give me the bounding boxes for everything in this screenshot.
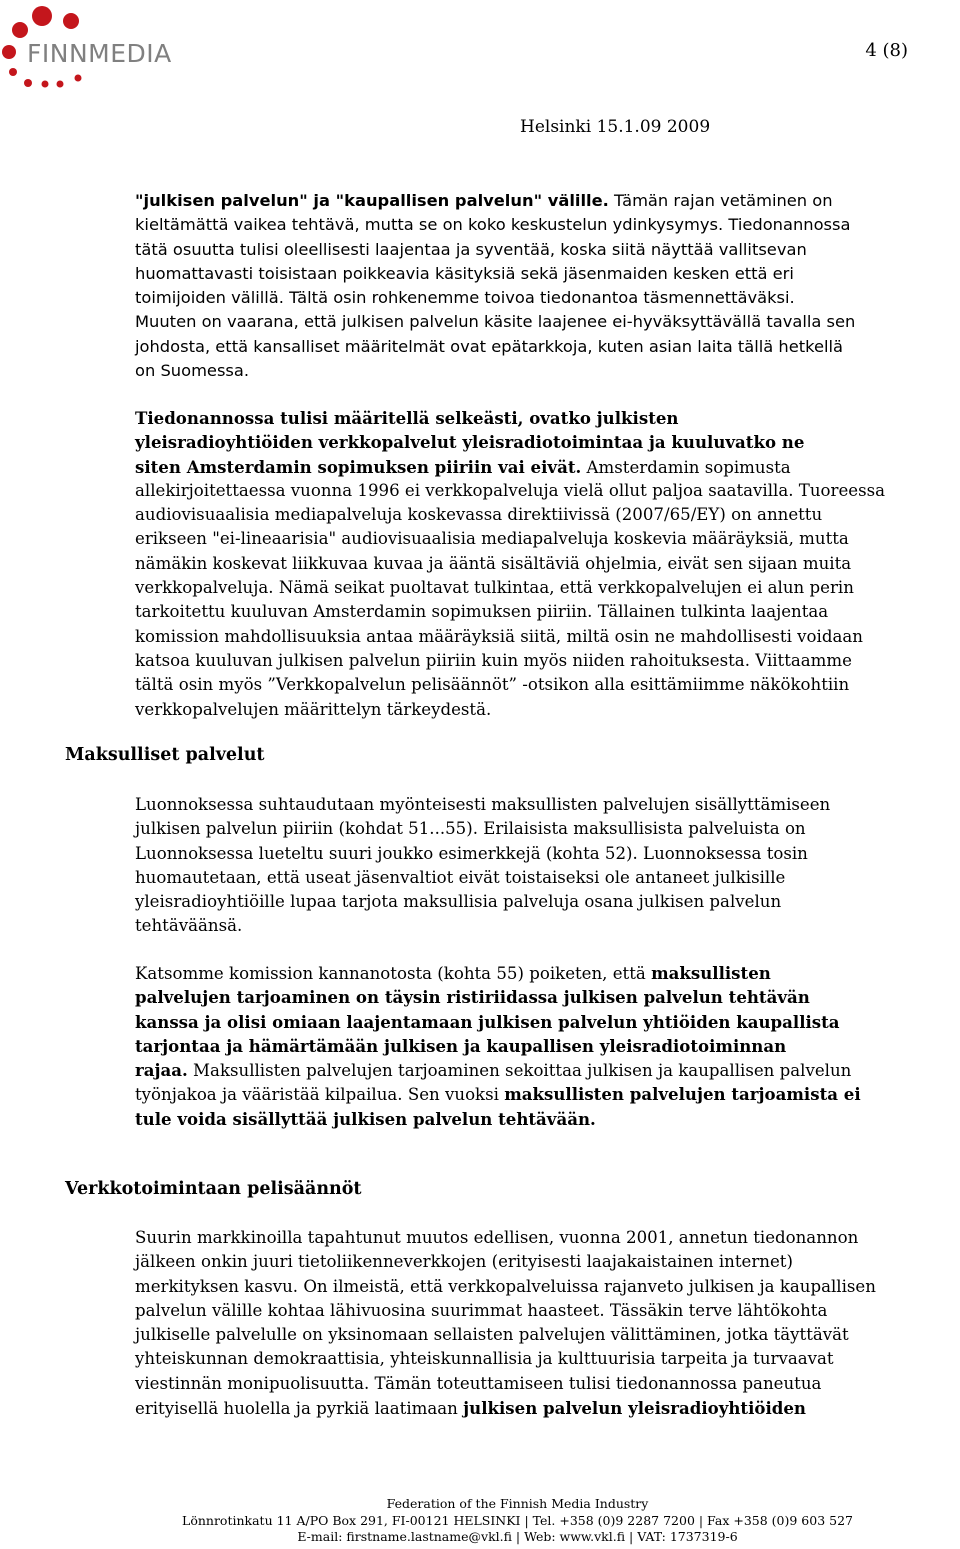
text-span: Muuten on vaarana, että julkisen palvelun käsite laajenee ei-hyväksyttävällä tavalla sen: [135, 312, 856, 332]
bold-text: rajaa.: [135, 1060, 188, 1081]
footer-contact: E-mail: firstname.lastname@vkl.fi | Web: www.vkl.fi | VAT: 1737319-6: [297, 1529, 738, 1544]
bold-text: julkisen palvelun yleisradioyhtiöiden: [463, 1398, 806, 1419]
text-line: [135, 189, 855, 213]
text-line: [135, 842, 830, 866]
text-span: Amsterdamin sopimusta: [581, 457, 791, 477]
text-line: [135, 600, 885, 624]
text-line: [135, 1347, 876, 1371]
bold-text: palvelujen tarjoaminen on täysin ristiriidassa julkisen palvelun tehtävän: [135, 987, 810, 1008]
bold-text: siten Amsterdamin sopimuksen piiriin vai eivät.: [135, 456, 582, 477]
text-line: [135, 793, 830, 817]
text-span: julkiselle palvelulle on yksinomaan sellaisten palvelujen välittäminen, jotka täyttävät: [135, 1325, 849, 1345]
text-span: on Suomessa.: [135, 361, 250, 381]
text-span: julkisen palvelun piiriin (kohdat 51...55). Erilaisista maksullisista palveluista on: [135, 819, 806, 839]
section-heading-paid-services: Maksulliset palvelut: [65, 745, 265, 765]
text-line: [135, 552, 885, 576]
text-span: nämäkin koskevat liikkuvaa kuvaa ja ääntä sisältäviä ohjelmia, eivät sen sijaan muita: [135, 553, 852, 573]
text-line: [135, 1010, 861, 1034]
text-span: palvelun välille kohtaa lähivuosina suurimmat haasteet. Tässäkin terve lähtökohta: [135, 1300, 828, 1320]
text-line: [135, 673, 885, 697]
text-span: johdosta, että kansalliset määritelmät ovat epätarkkoja, kuten asian laita tällä hetkellä: [135, 336, 844, 356]
text-span: Suurin markkinoilla tapahtunut muutos edellisen, vuonna 2001, annetun tiedonannon: [135, 1228, 859, 1247]
text-line: [135, 406, 885, 430]
text-line: [135, 866, 830, 890]
section-heading-online-rules: Verkkotoimintaan pelisäännöt: [65, 1179, 362, 1199]
text-span: huomautetaan, että useat jäsenvaltiot eivät toistaiseksi ole antaneet julkisille: [135, 867, 786, 887]
text-span: tältä osin myös ”Verkkopalvelun pelisäännöt” -otsikon alla esittämiimme näkökohtiin: [135, 675, 850, 695]
text-span: tehtäväänsä.: [135, 916, 243, 936]
text-span: työnjakoa ja vääristää kilpailua. Sen vuoksi: [135, 1085, 505, 1105]
text-span: verkkopalveluja. Nämä seikat puoltavat tulkintaa, että verkkopalvelujen ei alun perin: [135, 578, 854, 598]
bold-text: yleisradioyhtiöiden verkkopalvelut yleisradiotoimintaa ja kuuluvatko ne: [135, 432, 805, 453]
text-line: [135, 310, 855, 334]
document-date: Helsinki 15.1.09 2009: [520, 117, 711, 137]
text-span: audiovisuaalisia mediapalveluja koskevassa direktiivissä (2007/65/EY) on annettu: [135, 505, 823, 525]
paragraph-market-change: [135, 1226, 876, 1420]
text-span: allekirjoitettaessa vuonna 1996 ei verkkopalveluja vielä ollut paljoa saatavilla. Tuoreessa: [135, 480, 886, 500]
bold-text: tarjontaa ja hämärtämään julkisen ja kaupallisen yleisradiotoiminnan: [135, 1035, 787, 1056]
text-line: [135, 262, 855, 286]
text-line: [135, 625, 885, 649]
text-line: [135, 576, 885, 600]
text-line: [135, 238, 855, 262]
bold-text: tule voida sisällyttää julkisen palvelun tehtävään.: [135, 1108, 596, 1129]
text-line: [135, 335, 855, 359]
text-line: [135, 1250, 876, 1274]
text-span: yleisradioyhtiöille lupaa tarjota maksullisia palveluja osana julkisen palvelun: [135, 892, 782, 912]
paragraph-online-services-definition: [135, 406, 885, 722]
text-span: verkkopalvelujen määrittelyn tärkeydestä.: [135, 699, 492, 719]
text-line: [135, 817, 830, 841]
text-line: [135, 1323, 876, 1347]
bold-text: maksullisten palvelujen tarjoamista ei: [504, 1084, 861, 1105]
text-line: [135, 359, 855, 383]
text-span: tätä osuutta tulisi oleellisesti laajentaa ja syventää, koska siitä näyttää vallitsevan: [135, 239, 807, 259]
text-line: [135, 1082, 861, 1106]
text-span: erityisellä huolella ja pyrkiä laatimaan: [135, 1399, 464, 1419]
footer-organization: Federation of the Finnish Media Industry: [386, 1496, 649, 1511]
text-span: komission mahdollisuuksia antaa määräyksiä siitä, miltä osin ne mahdollisesti voidaan: [135, 626, 863, 646]
text-line: [135, 479, 885, 503]
text-span: merkityksen kasvu. On ilmeistä, että verkkopalveluissa rajanveto julkisen ja kaupallisen: [135, 1276, 876, 1296]
text-line: [135, 1107, 861, 1131]
text-line: [135, 1034, 861, 1058]
text-span: Luonnoksessa lueteltu suuri joukko esimerkkejä (kohta 52). Luonnoksessa tosin: [135, 843, 808, 863]
text-span: Luonnoksessa suhtaudutaan myönteisesti maksullisten palvelujen sisällyttämiseen: [135, 795, 831, 814]
text-line: [135, 1372, 876, 1396]
page-number: 4 (8): [865, 40, 908, 61]
text-line: [135, 961, 861, 985]
bold-text: kanssa ja olisi omiaan laajentamaan julkisen palvelun yhtiöiden kaupallista: [135, 1011, 840, 1032]
page-footer: [0, 1496, 960, 1546]
text-line: [135, 213, 855, 237]
text-span: huomattavasti toisistaan poikkeavia käsityksiä sekä jäsenmaiden kesken että eri: [135, 263, 794, 283]
text-line: [135, 890, 830, 914]
text-line: [135, 985, 861, 1009]
text-span: Katsomme komission kannanotosta (kohta 55) poiketen, että: [135, 964, 652, 983]
bold-text: maksullisten: [651, 963, 771, 983]
paragraph-public-vs-commercial: [135, 189, 855, 383]
footer-address: Lönnrotinkatu 11 A/PO Box 291, FI-00121 HELSINKI | Tel. +358 (0)9 2287 7200 | Fax +358 (0)9 603 527: [182, 1512, 853, 1528]
finnmedia-logo-mark: [0, 0, 215, 95]
text-span: Maksullisten palvelujen tarjoaminen sekoittaa julkisen ja kaupallisen palvelun: [187, 1061, 852, 1081]
text-line: [135, 286, 855, 310]
bold-text: Tiedonannossa tulisi määritellä selkeästi, ovatko julkisten: [135, 408, 679, 428]
text-line: [135, 698, 885, 722]
text-line: [135, 1396, 876, 1420]
text-line: [135, 649, 885, 673]
text-span: toimijoiden välillä. Tältä osin rohkenemme toivoa tiedonantoa täsmennettäväksi.: [135, 288, 795, 308]
text-line: [135, 430, 885, 454]
paragraph-paid-services-draft: [135, 793, 830, 939]
text-span: katsoa kuuluvan julkisen palvelun piiriin kuin myös niiden rahoituksesta. Viittaamme: [135, 650, 852, 670]
text-line: [135, 1299, 876, 1323]
text-span: viestinnän monipuolisuutta. Tämän toteuttamiseen tulisi tiedonannossa paneutua: [135, 1373, 822, 1393]
paragraph-paid-services-position: [135, 961, 861, 1131]
text-line: [135, 1226, 876, 1250]
text-line: [135, 503, 885, 527]
text-span: yhteiskunnan demokraattisia, yhteiskunnallisia ja kulttuurisia tarpeita ja turvaavat: [135, 1349, 834, 1369]
text-line: [135, 1058, 861, 1082]
text-span: kieltämättä vaikea tehtävä, mutta se on koko keskustelun ydinkysymys. Tiedonannossa: [135, 215, 851, 235]
text-span: Tämän rajan vetäminen on: [608, 191, 833, 210]
text-span: jälkeen onkin juuri tietoliikenneverkkojen (erityisesti laajakaistainen internet): [135, 1252, 793, 1272]
text-span: tarkoitettu kuuluvan Amsterdamin sopimuksen piiriin. Tällainen tulkinta laajentaa: [135, 602, 829, 622]
text-line: [135, 527, 885, 551]
text-span: erikseen "ei-lineaarisia" audiovisuaalisia mediapalveluja koskevia määräyksiä, mutta: [135, 529, 849, 549]
bold-text: "julkisen palvelun" ja "kaupallisen palvelun" välille.: [135, 191, 609, 210]
text-line: [135, 914, 830, 938]
text-line: [135, 1275, 876, 1299]
finnmedia-logo: [0, 0, 215, 95]
svg-text:FINNMEDIA: FINNMEDIA: [27, 39, 172, 68]
text-line: [135, 455, 885, 479]
